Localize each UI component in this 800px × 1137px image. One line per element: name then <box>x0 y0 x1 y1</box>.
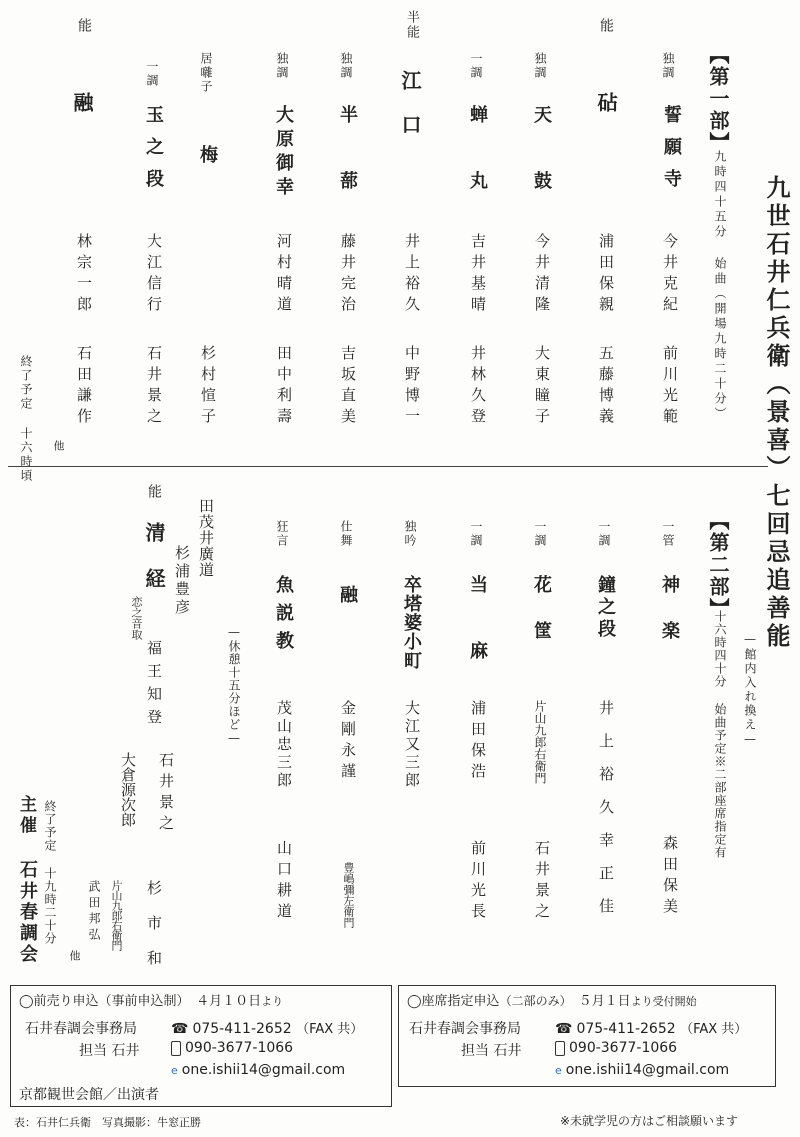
part2-label: 【第二部】 <box>706 510 730 620</box>
seat-email[interactable]: one.ishii14@gmail.com <box>565 1062 730 1078</box>
p2-9-performer-e: 片山九郎右衛門 <box>110 880 123 950</box>
p2-9-other: 他 <box>68 950 81 961</box>
presale-office: 石井春調会事務局 <box>25 1021 137 1037</box>
seat-mobile-row <box>555 1040 677 1056</box>
p7-performer-a: 河村晴道 <box>275 233 293 317</box>
p2-7-performer-a: 茂山忠三郎 <box>275 700 293 790</box>
p7-title: 大原御幸 <box>273 105 294 201</box>
p3-performer-a: 今井清隆 <box>533 233 551 317</box>
presale-person: 担当 石井 <box>79 1043 140 1059</box>
p9-performer-a: 大江信行 <box>145 233 163 317</box>
presale-email[interactable]: one.ishii14@gmail.com <box>181 1062 346 1078</box>
phone-icon: ☎ <box>555 1021 573 1037</box>
p10-performer-a: 林宗一郎 <box>75 233 93 317</box>
page-title: 九世石井仁兵衛（景喜）七回忌追善能 <box>762 175 791 651</box>
p2-1-title: 神楽 <box>659 575 680 667</box>
p2-6-kind: 仕舞 <box>339 520 353 548</box>
p2-performer-b: 五藤博義 <box>597 345 615 429</box>
p2-9-subtitle: 恋之音取 <box>130 596 143 640</box>
presale-box <box>10 985 392 1107</box>
p2-1-performer-a: 森田保美 <box>661 835 679 919</box>
break-note: —休憩十五分ほど— <box>227 625 241 746</box>
section-divider <box>8 466 768 467</box>
p2-9-performer-b: 大倉源次郎 <box>119 752 137 827</box>
p2-3-performer-a: 片山九郎右衛門 <box>533 700 547 784</box>
seat-email-row <box>555 1062 729 1078</box>
presale-heading-text: ◯前売り申込（事前申込制） <box>19 994 184 1009</box>
p2-kind: 能 <box>598 18 614 34</box>
p5-title: 江口 <box>398 70 422 158</box>
p6-kind: 独調 <box>339 52 353 80</box>
p2-4-performer-a: 浦田保浩 <box>469 700 487 784</box>
email-icon: e <box>555 1063 562 1077</box>
p1-performer-b: 前川光範 <box>661 345 679 429</box>
p5-kind: 半能 <box>404 10 419 40</box>
p2-4-kind: 一調 <box>469 520 483 548</box>
p2-9-performer-c: 石井景之 <box>157 752 175 836</box>
p4-kind: 一調 <box>469 52 483 80</box>
p2-9-performer-f: 武田邦弘 <box>87 880 101 944</box>
p2-6-title: 融 <box>337 585 358 617</box>
p2-5-kind: 独吟 <box>403 520 417 548</box>
p2-performer-a: 浦田保親 <box>597 233 615 317</box>
p2-8-performer-b: 杉浦豊彦 <box>173 545 191 617</box>
seat-office: 石井春調会事務局 <box>409 1021 521 1037</box>
p2-8-performer-a: 田茂井廣道 <box>197 498 215 578</box>
seat-fax: （FAX 共） <box>680 1022 748 1037</box>
mobile-phone-icon <box>171 1041 181 1056</box>
p7-performer-b: 田中利壽 <box>275 345 293 429</box>
presale-date: ４月１０日 <box>196 994 262 1009</box>
presale-tel: 075-411-2652 <box>192 1021 292 1037</box>
part2-note: —館内入れ換え— <box>743 632 757 748</box>
p8-title: 梅 <box>197 145 218 177</box>
p4-title: 蝉丸 <box>467 105 488 237</box>
p2-7-kind: 狂言 <box>275 520 289 548</box>
seat-tel-row <box>555 1018 747 1037</box>
p6-title: 半蔀 <box>337 105 358 237</box>
part2-time: 十六時四十分 始曲予定※二部座席指定有 <box>713 610 727 859</box>
seat-person: 担当 石井 <box>461 1043 522 1059</box>
presale-venue: 京都観世会館／出演者 <box>19 1087 159 1103</box>
seat-heading-text: ◯座席指定申込 <box>407 994 500 1009</box>
p3-kind: 独調 <box>533 52 547 80</box>
p2-3-performer-b: 石井景之 <box>533 840 551 924</box>
part1-end: 終了予定 十六時頃 <box>19 355 33 483</box>
p3-performer-b: 大東瞳子 <box>533 345 551 429</box>
presale-tel-row <box>171 1018 363 1037</box>
p2-5-performer-a: 大江又三郎 <box>403 700 421 790</box>
p2-1-kind: 一管 <box>661 520 675 548</box>
part2-end: 終了予定 十九時二十分 <box>43 800 57 945</box>
part1-time: 九時四十五分 始曲（開場九時二十分） <box>713 150 727 422</box>
seat-tel: 075-411-2652 <box>576 1021 676 1037</box>
p2-9-performer-d: 杉市和 <box>145 880 163 985</box>
p2-4-performer-b: 前川光長 <box>469 840 487 924</box>
p2-9-title: 清経 <box>142 522 166 614</box>
presale-mobile-row <box>171 1040 293 1056</box>
p2-2-title: 鐘之段 <box>595 575 616 641</box>
p2-title: 砧 <box>594 92 618 118</box>
p2-5-title: 卒塔婆小町 <box>401 575 422 670</box>
mobile-phone-icon <box>555 1041 565 1056</box>
p2-3-kind: 一調 <box>533 520 547 548</box>
seat-heading-note: （二部のみ） <box>499 994 566 1008</box>
p4-performer-a: 吉井基晴 <box>469 233 487 317</box>
host-name: 石井春調会 <box>17 860 38 965</box>
p5-performer-a: 井上裕久 <box>403 233 421 317</box>
p9-title: 玉之段 <box>143 105 164 201</box>
seat-heading <box>407 990 697 1009</box>
p10-other: 他 <box>52 440 65 451</box>
p2-2-performer-b: 幸正佳 <box>597 832 615 931</box>
footer-credit: 表：石井仁兵衛 写真撮影：牛窓正勝 <box>14 1116 201 1129</box>
p3-title: 天鼓 <box>531 105 552 237</box>
p10-performer-b: 石田謙作 <box>75 345 93 429</box>
presale-fax: （FAX 共） <box>296 1022 364 1037</box>
seat-date-suffix: より受付開始 <box>630 995 697 1008</box>
presale-heading <box>19 990 283 1009</box>
p2-2-performer-a: 井上裕久 <box>597 700 615 832</box>
email-icon: e <box>171 1063 178 1077</box>
p2-9-performer-a: 福王知登 <box>145 640 163 732</box>
p8-performer-a: 杉村愃子 <box>199 345 217 429</box>
p4-performer-b: 井林久登 <box>469 345 487 429</box>
p2-7-title: 魚説教 <box>273 575 294 659</box>
p5-performer-b: 中野博一 <box>403 345 421 429</box>
p2-6-performer-b: 豊嶋彌左衛門 <box>342 862 355 928</box>
seat-date: ５月１日 <box>578 994 631 1009</box>
host-label: 主催 <box>16 795 36 837</box>
p2-6-performer-a: 金剛永謹 <box>339 700 357 784</box>
part1-label: 【第一部】 <box>706 44 730 154</box>
p1-kind: 独調 <box>661 52 675 80</box>
p10-kind: 能 <box>76 18 92 34</box>
footer-note: ※未就学児の方はご相談願います <box>560 1114 739 1128</box>
p2-4-title: 当麻 <box>467 575 488 707</box>
presale-email-row <box>171 1062 345 1078</box>
p2-9-kind: 能 <box>146 484 162 500</box>
p9-kind: 一調 <box>145 60 159 88</box>
seat-mobile: 090-3677-1066 <box>569 1040 678 1056</box>
p2-7-performer-b: 山口耕道 <box>275 840 293 924</box>
p6-performer-a: 藤井完治 <box>339 233 357 317</box>
p2-3-title: 花筐 <box>531 575 552 667</box>
p10-title: 融 <box>70 92 94 118</box>
p2-2-kind: 一調 <box>597 520 611 548</box>
p9-performer-b: 石井景之 <box>145 345 163 429</box>
p6-performer-b: 吉坂直美 <box>339 345 357 429</box>
p1-performer-a: 今井克紀 <box>661 233 679 317</box>
p7-kind: 独調 <box>275 52 289 80</box>
p8-kind: 居囃子 <box>199 52 213 94</box>
seat-reservation-box <box>398 985 776 1087</box>
presale-mobile: 090-3677-1066 <box>185 1040 294 1056</box>
presale-date-suffix: より <box>261 995 284 1008</box>
p1-title: 誓願寺 <box>661 105 682 201</box>
phone-icon: ☎ <box>171 1021 189 1037</box>
